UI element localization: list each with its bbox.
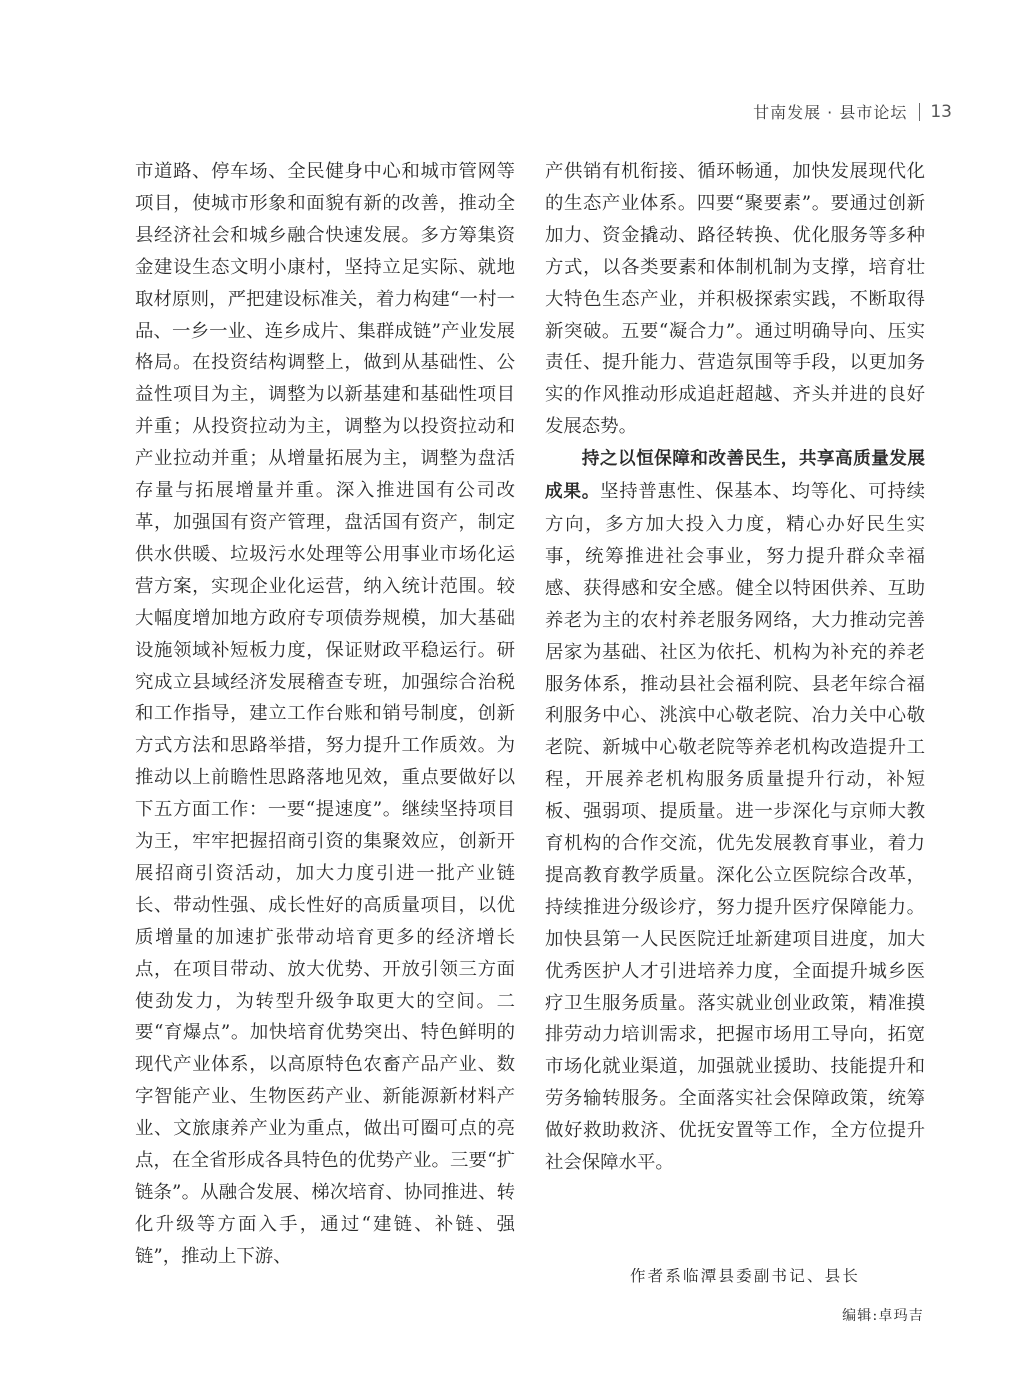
author-note: 作者系临潭县委副书记、县长 bbox=[629, 1267, 861, 1285]
running-header bbox=[753, 100, 952, 123]
page-number: 13 bbox=[930, 101, 952, 122]
left-column bbox=[135, 156, 515, 1273]
right-column bbox=[545, 156, 925, 1179]
editor-credit: 编辑:卓玛吉 bbox=[842, 1308, 924, 1324]
section-body: 坚持普惠性、保基本、均等化、可持续方向，多方加大投入力度，精心办好民生实事，统筹推进社会事业，努力提升群众幸福感、获得感和安全感。健全以特困供养、互助养老为主的农村养老服务网络，大力推动完善居家为基础、社区为依托、机构为补充的养老服务体系，推动县社会福利院、县老年综合福利服务中心、洮滨中心敬老院、冶力关中心敬老院、新城中心敬老院等养老机构改造提升工程，开展养老机构服务质量提升行动，补短板、强弱项、提质量。进一步深化与京师大教育机构的合作交流，优先发展教育事业，着力提高教育教学质量。深化公立医院综合改革，持续推进分级诊疗，努力提升医疗保障能力。加快县第一人民医院迁址新建项目进度，加大优秀医护人才引进培养力度，全面提升城乡医疗卫生服务质量。落实就业创业政策，精准摸排劳动力培训需求，把握市场用工导向，拓宽市场化就业渠道，加强就业援助、技能提升和劳务输转服务。全面落实社会保障政策，统筹做好救助救济、优抚安置等工作，全方位提升社会保障水平。 bbox=[545, 481, 925, 1174]
body-paragraph-continued: 产供销有机衔接、循环畅通，加快发展现代化的生态产业体系。四要“聚要素”。要通过创新加力、资金撬动、路径转换、优化服务等多种方式，以各类要素和体制机制为支撑，培育壮大特色生态产业，并积极探索实践，不断取得新突破。五要“凝合力”。通过明确导向、压实责任、提升能力、营造氛围等手段，以更加务实的作风推动形成追赶超越、齐头并进的良好发展态势。 bbox=[545, 161, 925, 438]
header-divider bbox=[919, 103, 920, 121]
section-heading: 持之以恒保障和改善民生，共享高质量发展成果。 bbox=[545, 449, 925, 503]
journal-section-title: 甘南发展 · 县市论坛 bbox=[753, 103, 908, 122]
body-paragraph-continued: 市道路、停车场、全民健身中心和城市管网等项目，使城市形象和面貌有新的改善，推动全县经济社会和城乡融合快速发展。多方筹集资金建设生态文明小康村，坚持立足实际、就地取材原则，严把建设标准关，着力构建“一村一品、一乡一业、连乡成片、集群成链”产业发展格局。在投资结构调整上，做到从基础性、公益性项目为主，调整为以新基建和基础性项目并重；从投资拉动为主，调整为以投资拉动和产业拉动并重；从增量拓展为主，调整为盘活存量与拓展增量并重。深入推进国有公司改革，加强国有资产管理，盘活国有资产，制定供水供暖、垃圾污水处理等公用事业市场化运营方案，实现企业化运营，纳入统计范围。较大幅度增加地方政府专项债券规模，加大基础设施领域补短板力度，保证财政平稳运行。研究成立县域经济发展稽查专班，加强综合治税和工作指导，建立工作台账和销号制度，创新方式方法和思路举措，努力提升工作质效。为推动以上前瞻性思路落地见效，重点要做好以下五方面工作：一要“提速度”。继续坚持项目为王，牢牢把握招商引资的集聚效应，创新开展招商引资活动，加大力度引进一批产业链长、带动性强、成长性好的高质量项目，以优质增量的加速扩张带动培育更多的经济增长点，在项目带动、放大优势、开放引领三方面使劲发力，为转型升级争取更大的空间。二要“育爆点”。加快培育优势突出、特色鲜明的现代产业体系，以高原特色农畜产品产业、数字智能产业、生物医药产业、新能源新材料产业、文旅康养产业为重点，做出可圈可点的亮点，在全省形成各具特色的优势产业。三要“扩链条”。从融合发展、梯次培育、协同推进、转化升级等方面入手，通过“建链、补链、强链”，推动上下游、 bbox=[135, 161, 515, 1267]
section-paragraph bbox=[545, 443, 925, 1179]
